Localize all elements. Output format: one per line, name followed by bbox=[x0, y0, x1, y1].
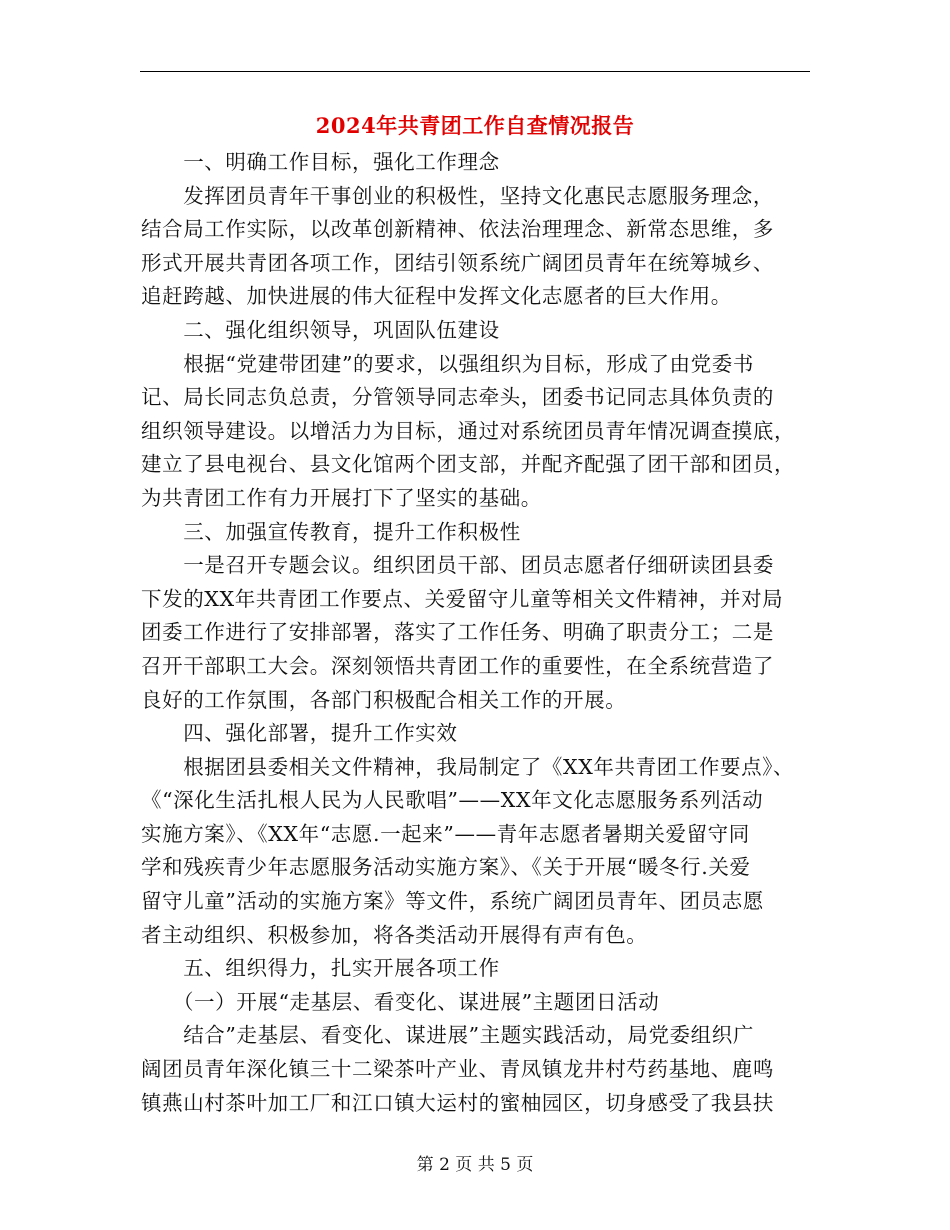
page-footer: 第 2 页 共 5 页 bbox=[416, 1155, 534, 1175]
body-line: 阔团员青年深化镇三十二梁茶叶产业、青凤镇龙井村芍药基地、鹿鸣 bbox=[141, 1057, 774, 1082]
body-line: 结合”走基层、看变化、谋进展”主题实践活动，局党委组织广 bbox=[141, 1023, 754, 1048]
body-line: 良好的工作氛围，各部门积极配合相关工作的开展。 bbox=[141, 687, 627, 712]
body-line: 记、局长同志负总责，分管领导同志牵头，团委书记同志具体负责的 bbox=[141, 385, 774, 410]
body-line: 根据团县委相关文件精神，我局制定了《XX年共青团工作要点》、 bbox=[141, 754, 795, 779]
body-line: 镇燕山村茶叶加工厂和江口镇大运村的蜜柚园区，切身感受了我县扶 bbox=[141, 1090, 774, 1115]
body-line: （一）开展“走基层、看变化、谋进展”主题团日活动 bbox=[141, 989, 660, 1014]
body-line: 一是召开专题会议。组织团员干部、团员志愿者仔细研读团县委 bbox=[141, 553, 774, 578]
body-line: 建立了县电视台、县文化馆两个团支部，并配齐配强了团干部和团员， bbox=[141, 452, 796, 477]
body-line: 结合局工作实际，以改革创新精神、依法治理理念、新常态思维，多 bbox=[141, 217, 774, 242]
body-line: 下发的XX年共青团工作要点、关爱留守儿童等相关文件精神，并对局 bbox=[141, 586, 784, 611]
body-line: 学和残疾青少年志愿服务活动实施方案》、《关于开展“暖冬行.关爱 bbox=[141, 855, 751, 880]
body-line: 组织领导建设。以增活力为目标，通过对系统团员青年情况调查摸底， bbox=[141, 418, 796, 443]
body-line: 追赶跨越、加快进展的伟大征程中发挥文化志愿者的巨大作用。 bbox=[141, 284, 732, 309]
body-line: 五、组织得力，扎实开展各项工作 bbox=[141, 956, 500, 981]
body-line: 留守儿童”活动的实施方案》等文件，系统广阔团员青年、团员志愿 bbox=[141, 889, 764, 914]
body-line: 四、强化部署，提升工作实效 bbox=[141, 721, 458, 746]
body-line: 者主动组织、积极参加，将各类活动开展得有声有色。 bbox=[141, 922, 648, 947]
body-line: 发挥团员青年干事创业的积极性，坚持文化惠民志愿服务理念， bbox=[141, 183, 774, 208]
body-line: 三、加强宣传教育，提升工作积极性 bbox=[141, 519, 521, 544]
body-line: 团委工作进行了安排部署，落实了工作任务、明确了职责分工；二是 bbox=[141, 620, 774, 645]
body-line: 形式开展共青团各项工作，团结引领系统广阔团员青年在统筹城乡、 bbox=[141, 250, 774, 275]
body-line: 二、强化组织领导，巩固队伍建设 bbox=[141, 317, 500, 342]
body-line: 《“深化生活扎根人民为人民歌唱”——XX年文化志愿服务系列活动 bbox=[141, 788, 764, 813]
body-line: 根据“党建带团建”的要求，以强组织为目标，形成了由党委书 bbox=[141, 351, 754, 376]
body-line: 一、明确工作目标，强化工作理念 bbox=[141, 150, 500, 174]
body-line: 召开干部职工大会。深刻领悟共青团工作的重要性，在全系统营造了 bbox=[141, 653, 774, 678]
document-title: 2024年共青团工作自查情况报告 bbox=[315, 113, 635, 138]
header-rule bbox=[140, 71, 810, 72]
body-line: 实施方案》、《XX年“志愿.一起来”——青年志愿者暑期关爱留守同 bbox=[141, 821, 750, 846]
document-body bbox=[141, 146, 809, 1120]
body-line: 为共青团工作有力开展打下了坚实的基础。 bbox=[141, 485, 542, 510]
